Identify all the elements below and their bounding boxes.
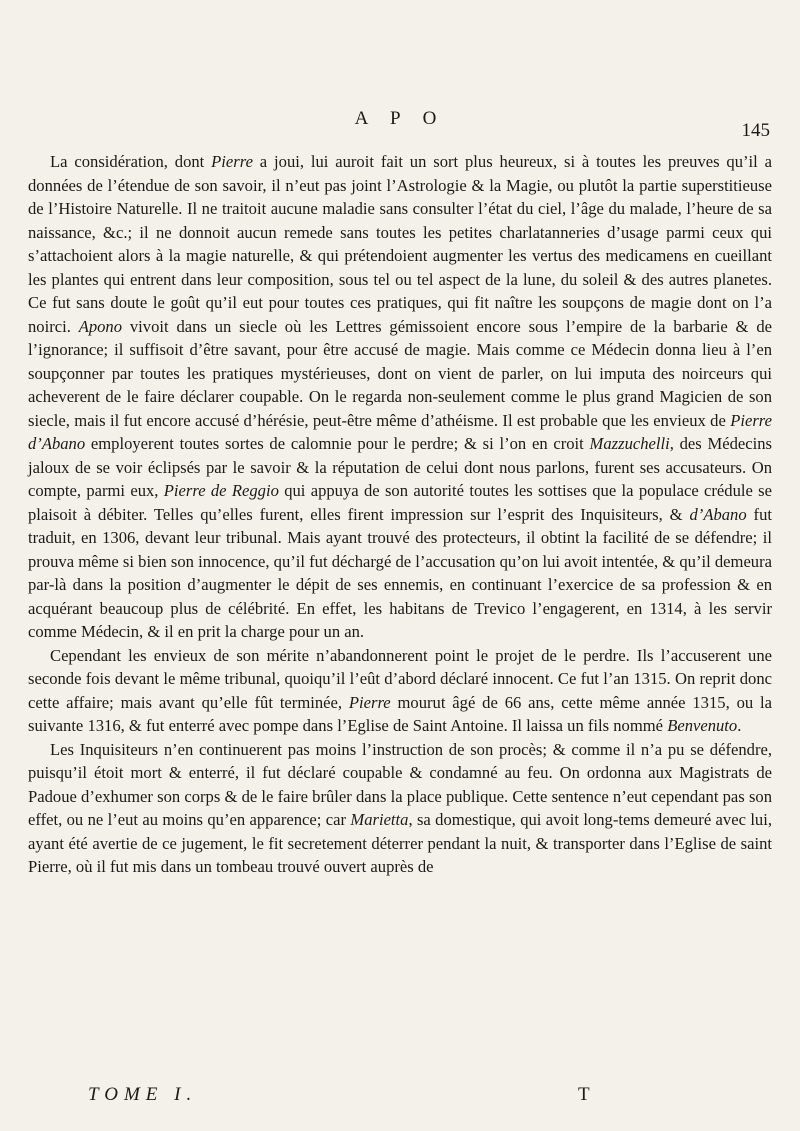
text-run: a joui, lui auroit fait un sort plus heureux, si à toutes les preuves qu’il a données de l’étendue de son savoir, il n’eut pas joint l’Astrologie & la Magie, ou plutôt la partie superstitieuse de l’Histoire Naturelle. Il ne traitoit aucune maladie sans consulter l’état du ciel, l’âge du malade, l’heure de sa naissance, &c.; il ne donnoit aucun remede sans toutes les petites charlatanneries d’usage parmi ceux qui s’attachoient alors à la magie naturelle, & qui prétendoient augmenter les vertus des medicamens en cueillant les plantes qui entrent dans leur composition, sous tel ou tel aspect de la lune, du soleil & des autres planetes. Ce fut sans doute le goût qu’il eut pour toutes ces pratiques, qui fit naître les soupçons de magie dont on l’a noirci. xyxy=(28,152,772,336)
italic-run: Pierre d’Abano xyxy=(28,410,772,453)
signature-mark: T xyxy=(578,1084,590,1105)
page-header xyxy=(0,108,800,148)
text-run: qui appuya de son autorité toutes les sottises que la populace crédule se plaisoit à débiter. Telles qu’elles furent, elles firent impression sur l’esprit des Inquisiteurs, & xyxy=(28,481,772,524)
page-footer xyxy=(0,1084,800,1114)
italic-run: Apono xyxy=(78,316,123,336)
body-text xyxy=(28,150,772,879)
italic-run: Mazzuchelli xyxy=(589,434,670,453)
text-run: fut traduit, en 1306, devant leur tribunal. Mais ayant trouvé des protecteurs, il obtint la facilité de se défendre; il prouva même si bien son innocence, qu’il fut déchargé de l’accusation qu’on lui avoit intentée, & qu’il demeura par-là dans la position d’augmenter le dépit de ses ennemis, en continuant l’exercice de sa profession & en acquérant beaucoup plus de célébrité. En effet, les habitans de Trevico l’engagerent, en 1314, à les servir comme Médecin, & il en prit la charge pour un an. xyxy=(28,504,772,641)
italic-run: Pierre xyxy=(348,692,391,712)
italic-run: Marietta xyxy=(350,810,409,829)
text-run: mourut âgé de 66 ans, cette même année 1315, ou la suivante 1316, & fut enterré avec pompe dans l’Eglise de Saint Antoine. Il laissa un fils nommé xyxy=(28,692,773,735)
paragraph xyxy=(28,644,772,738)
text-run: vivoit dans un siecle où les Lettres gémissoient encore sous l’empire de la barbarie & de l’ignorance; il suffisoit d’être savant, pour être accusé de magie. Mais comme ce Médecin donna lieu à l’en soupçonner par toutes les pratiques mystérieuses, dont on vient de parler, on lui imputa des noirceurs qui acheverent de le faire déclarer coupable. On le regarda non-seulement comme le plus grand Magicien de son siecle, mais il fut encore accusé d’hérésie, peut-être même d’athéisme. Il est probable que les envieux de xyxy=(28,316,772,430)
text-run: . xyxy=(737,716,742,735)
page-number: 145 xyxy=(741,120,770,141)
paragraph xyxy=(28,738,772,879)
text-run: employerent toutes sortes de calomnie pour le perdre; & si l’on en croit xyxy=(85,434,590,453)
text-run: Les Inquisiteurs n’en continuerent pas moins l’instruction de son procès; & comme il n’a pu se défendre, puisqu’il étoit mort & enterré, il fut déclaré coupable & condamné au feu. On ordonna aux Magistrats de Padoue d’exhumer son corps & de le faire brûler dans la place publique. Cette sentence n’eut cependant pas son effet, ou ne l’eut au moins qu’en apparence; car xyxy=(28,739,772,829)
paragraph xyxy=(28,150,772,644)
italic-run: Benvenuto xyxy=(667,716,738,735)
text-run: La considération, dont xyxy=(50,152,212,171)
italic-run: d’Abano xyxy=(689,504,747,524)
text-run: , sa domestique, qui avoit long-tems demeuré avec lui, ayant été avertie de ce jugement, le fit secretement déterrer pendant la nuit, & transporter dans l’Eglise de saint Pierre, où il fut mis dans un tombeau trouvé ouvert auprès de xyxy=(28,810,772,876)
italic-run: Pierre xyxy=(211,152,253,171)
text-run: Cependant les envieux de son mérite n’abandonnerent point le projet de le perdre. Ils l’accuserent une seconde fois devant le même tribunal, quoiqu’il l’eût d’abord déclaré innocent. Ce fut l’an 1315. On reprit donc cette affaire; mais avant qu’elle fût terminée, xyxy=(28,645,772,712)
italic-run: Pierre de Reggio xyxy=(163,481,279,500)
volume-label: TOME I. xyxy=(88,1084,198,1105)
text-run: , des Médecins jaloux de se voir éclipsés par le savoir & la réputation de celui dont nous parlons, furent ses accusateurs. On compte, parmi eux, xyxy=(28,434,773,500)
running-head: A P O xyxy=(354,108,446,129)
